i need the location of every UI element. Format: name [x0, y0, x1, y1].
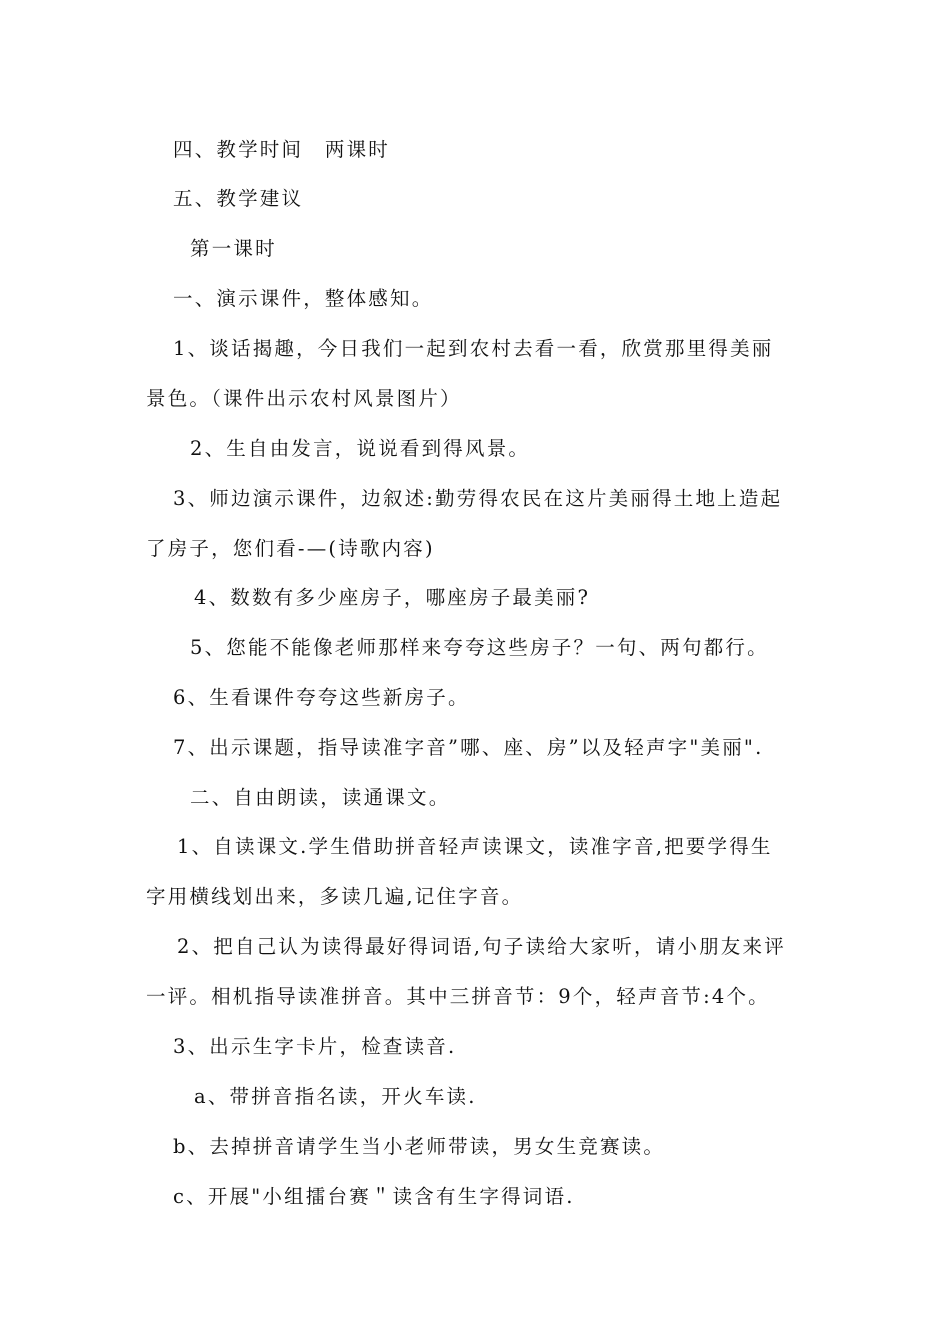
line-first-lesson: 第一课时: [190, 237, 277, 260]
line-subitem-2: 2、把自己认为读得最好得词语,句子读给大家听，请小朋友来评: [177, 935, 786, 958]
line-item-2: 2、生自由发言，说说看到得风景。: [190, 437, 531, 460]
line-item-3: 3、师边演示课件，边叙述:勤劳得农民在这片美丽得土地上造起: [173, 487, 783, 510]
line-item-6: 6、生看课件夸夸这些新房子。: [173, 686, 470, 709]
line-teaching-time: 四、教学时间 两课时: [173, 138, 391, 161]
line-subitem-1: 1、自读课文.学生借助拼音轻声读课文，读准字音,把要学得生: [177, 835, 773, 858]
line-subitem-2-cont: 一评。相机指导读准拼音。其中三拼音节：9个，轻声音节:4个。: [146, 985, 770, 1008]
line-item-1-cont: 景色。（课件出示农村风景图片）: [146, 387, 462, 410]
line-item-4: 4、数数有多少座房子，哪座房子最美丽?: [194, 586, 591, 609]
line-subitem-b: b、去掉拼音请学生当小老师带读，男女生竞赛读。: [173, 1135, 666, 1158]
line-item-7: 7、出示课题，指导读准字音”哪、座、房”以及轻声字"美丽".: [173, 736, 764, 759]
line-item-5: 5、您能不能像老师那样来夸夸这些房子？一句、两句都行。: [190, 636, 769, 659]
line-subitem-1-cont: 字用横线划出来，多读几遍,记住字音。: [146, 885, 524, 908]
line-item-3-cont: 了房子，您们看-—(诗歌内容): [146, 537, 435, 560]
line-subitem-a: a、带拼音指名读，开火车读.: [194, 1085, 477, 1108]
line-subitem-c: c、开展"小组擂台赛＂读含有生字得词语.: [173, 1185, 575, 1208]
line-section-two: 二、自由朗读，读通课文。: [190, 786, 451, 809]
line-item-1: 1、谈话揭趣，今日我们一起到农村去看一看，欣赏那里得美丽: [173, 337, 774, 360]
line-section-one: 一、演示课件，整体感知。: [173, 287, 434, 310]
line-subitem-3: 3、出示生字卡片，检查读音.: [173, 1035, 457, 1058]
line-teaching-suggestions: 五、教学建议: [173, 187, 304, 210]
